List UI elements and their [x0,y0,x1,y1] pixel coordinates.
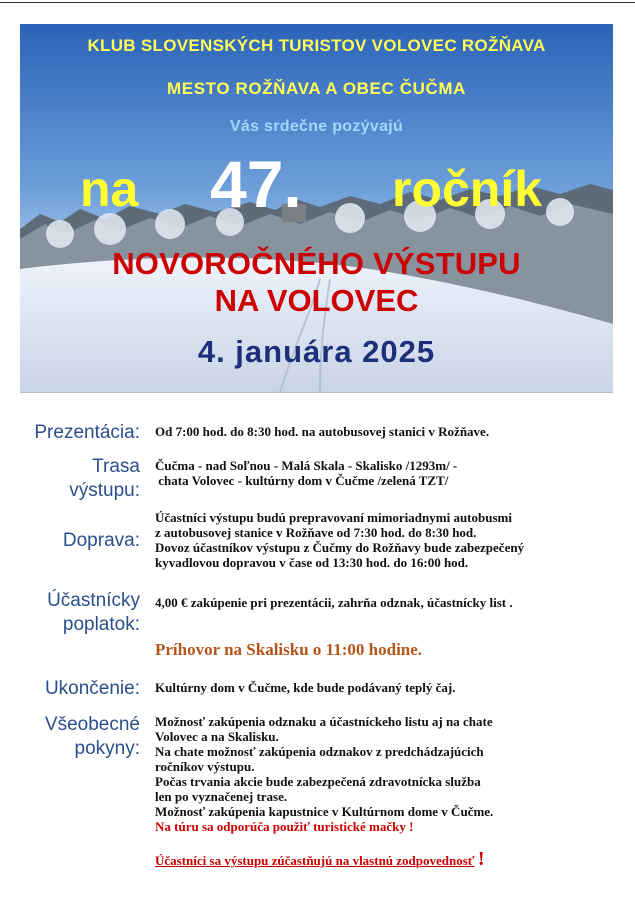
trasa-line-2: chata Volovec - kultúrny dom v Čučme /zelená TZT/ [155,473,449,488]
pokyny-label-1: Všeobecné [44,714,140,735]
doprava-line-1: Účastníci výstupu budú prepravovaní mimoriadnymi autobusmi [155,510,512,525]
doprava-line-2: z autobusovej stanice v Rožňave od 7:30 hod. do 8:30 hod. [155,525,477,540]
trasa-text [155,458,615,488]
pokyny-line-6: len po vyznačenej trase. [155,789,288,804]
trasa-label-2: výstupu: [69,480,140,501]
trasa-label-1: Trasa [92,456,140,477]
edition-suffix: ročník [392,161,543,217]
top-divider [0,2,635,3]
prezentacia-text: Od 7:00 hod. do 8:30 hod. na autobusovej stanici v Rožňave. [155,424,490,439]
pokyny-line-5: Počas trvania akcie bude zabezpečená zdravotnícka služba [155,774,481,789]
poplatok-label-2: poplatok: [62,614,140,635]
liability-warning-text: Účastníci sa výstupu zúčastňujú na vlastnú zodpovednosť [155,853,475,868]
poplatok-label-1: Účastnícky [47,590,140,611]
event-date: 4. januára 2025 [197,334,436,369]
organizer-line: KLUB SLOVENSKÝCH TURISTOV VOLOVEC ROŽŇAVA [87,36,546,55]
doprava-text [155,510,615,570]
edition-row [20,146,613,226]
doprava-line-3: Dovoz účastníkov výstupu z Čučmy do Rožňavy bude zabezpečený [155,540,525,555]
poplatok-text: 4,00 € zakúpenie pri prezentácii, zahrňa odznak, účastnícky list . [155,595,513,610]
ukoncenie-label: Ukončenie: [44,678,140,699]
pokyny-crampons-note: Na túru sa odporúča použiť turistické mačky ! [155,819,414,834]
invitation-line: Vás srdečne pozývajú [229,118,404,135]
liability-warning [155,848,615,870]
doprava-label: Doprava: [62,530,140,551]
pokyny-line-1: Možnosť zakúpenia odznaku a účastníckeho listu aj na chate [155,714,493,729]
pokyny-text [155,714,615,868]
speech-announcement: Príhovor na Skalisku o 11:00 hodine. [155,640,423,659]
edition-prefix: na [80,161,139,217]
pokyny-label-2: pokyny: [74,738,140,759]
ukoncenie-text: Kultúrny dom v Čučme, kde bude podávaný teplý čaj. [155,680,456,695]
liability-warning-mark: ! [477,848,485,870]
prezentacia-label: Prezentácia: [34,422,140,443]
pokyny-line-2: Volovec a na Skalisku. [155,729,279,744]
trasa-line-1: Čučma - nad Soľnou - Malá Skala - Skalisko /1293m/ - [155,458,458,473]
hero-banner [20,24,613,393]
pokyny-line-4: ročníkov výstupu. [155,759,255,774]
doprava-line-4: kyvadlovou dopravou v čase od 13:30 hod. do 16:00 hod. [155,555,469,570]
edition-number: 47. [210,147,302,221]
pokyny-line-7: Možnosť zakúpenia kapustnice v Kultúrnom dome v Čučme. [155,804,494,819]
event-title-line2: NA VOLOVEC [214,283,419,318]
co-organizer-line: MESTO ROŽŇAVA A OBEC ČUČMA [167,79,466,98]
event-title-line1: NOVOROČNÉHO VÝSTUPU [112,246,521,281]
pokyny-line-3: Na chate možnosť zakúpenia odznakov z predchádzajúcich [155,744,484,759]
